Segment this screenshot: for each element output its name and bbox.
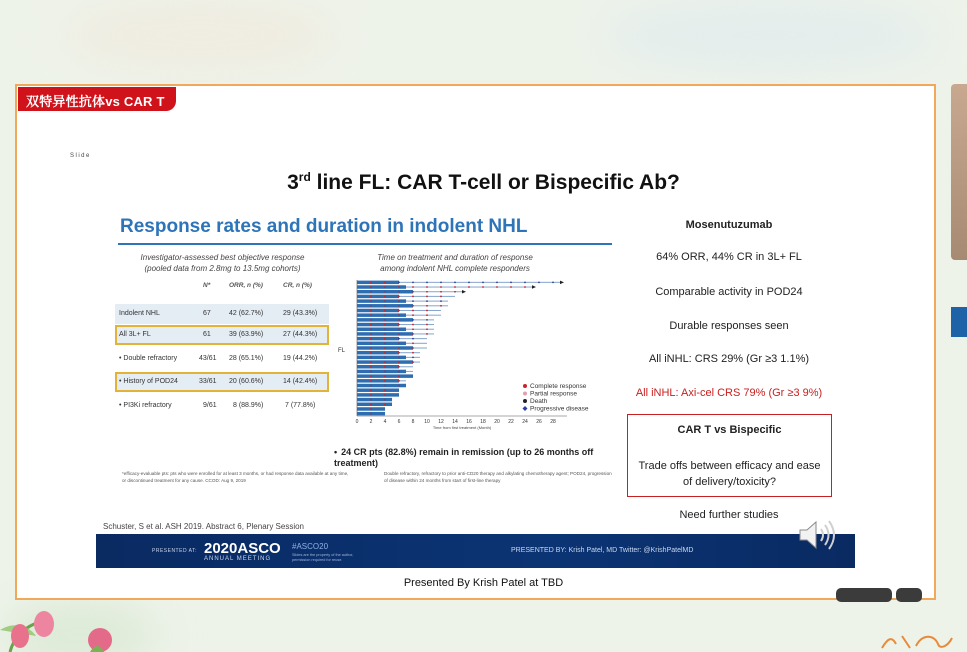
row-n: 67 xyxy=(203,310,211,317)
response-bar xyxy=(406,315,441,316)
treatment-bar xyxy=(357,403,392,406)
response-marker xyxy=(384,296,386,298)
treatment-bar xyxy=(357,295,399,298)
response-marker xyxy=(482,286,484,288)
response-marker xyxy=(398,291,400,293)
right-point: Durable responses seen xyxy=(669,320,789,332)
response-marker xyxy=(454,286,456,288)
header-orr: ORR, n (%) xyxy=(229,282,263,289)
response-marker xyxy=(398,356,400,358)
treatment-bar xyxy=(357,398,392,401)
response-marker xyxy=(384,310,386,312)
response-marker xyxy=(384,324,386,326)
row-label: • PI3Ki refractory xyxy=(119,402,172,409)
response-marker xyxy=(370,394,372,396)
response-marker xyxy=(384,300,386,302)
x-tick-label: 24 xyxy=(522,419,528,425)
response-marker xyxy=(468,286,470,288)
comparison-heading: CAR T vs Bispecific xyxy=(677,424,782,436)
response-marker xyxy=(398,375,400,377)
response-bar xyxy=(413,362,420,363)
comparison-text: Trade offs between efficacy and ease of delivery/toxicity? xyxy=(638,460,821,488)
x-tick-label: 12 xyxy=(438,419,444,425)
response-marker xyxy=(412,300,414,302)
response-marker xyxy=(398,314,400,316)
ongoing-arrow xyxy=(462,290,466,293)
response-marker xyxy=(398,296,400,298)
response-marker xyxy=(384,305,386,307)
response-marker xyxy=(370,310,372,312)
response-bar xyxy=(413,319,434,320)
citation: Schuster, S et al. ASH 2019. Abstract 6, Plenary Session xyxy=(103,522,304,531)
x-tick-label: 16 xyxy=(466,419,472,425)
right-point: 64% ORR, 44% CR in 3L+ FL xyxy=(656,251,802,263)
treatment-bar xyxy=(357,388,399,391)
legend-label: Progressive disease xyxy=(530,405,589,413)
response-marker xyxy=(370,314,372,316)
x-tick-label: 8 xyxy=(411,419,415,425)
ongoing-arrow xyxy=(532,285,536,288)
response-marker xyxy=(384,361,386,363)
x-axis-label: Time from first treatment (Month) xyxy=(432,425,492,430)
response-marker xyxy=(398,385,400,387)
response-marker xyxy=(370,281,372,283)
response-marker xyxy=(398,333,400,335)
title-number: 3 xyxy=(287,171,299,194)
x-tick-label: 26 xyxy=(536,419,542,425)
table-row xyxy=(115,349,329,369)
response-marker xyxy=(384,356,386,358)
response-marker xyxy=(398,371,400,373)
row-label: • History of POD24 xyxy=(119,378,178,385)
table-caption-line: (pooled data from 2.8mg to 13.5mg cohorts) xyxy=(144,264,301,273)
response-marker xyxy=(412,310,414,312)
response-marker xyxy=(524,281,526,283)
response-marker xyxy=(426,296,428,298)
row-cr: 19 (44.2%) xyxy=(283,355,318,362)
x-tick-label: 18 xyxy=(480,419,486,425)
response-marker xyxy=(524,286,526,288)
response-marker xyxy=(370,319,372,321)
response-marker xyxy=(370,371,372,373)
response-marker xyxy=(496,281,498,283)
response-marker xyxy=(552,281,554,283)
y-group-label: FL xyxy=(338,348,346,354)
response-marker xyxy=(468,281,470,283)
response-marker xyxy=(412,356,414,358)
response-marker xyxy=(384,399,386,401)
response-marker xyxy=(370,347,372,349)
response-marker xyxy=(384,338,386,340)
response-marker xyxy=(496,286,498,288)
row-n: 43/61 xyxy=(199,355,217,362)
response-marker xyxy=(412,347,414,349)
legend-marker-icon xyxy=(523,399,527,403)
treatment-bar xyxy=(357,281,399,284)
response-marker xyxy=(398,310,400,312)
response-bar xyxy=(413,305,448,306)
treatment-bar xyxy=(357,337,399,340)
response-marker xyxy=(384,314,386,316)
response-marker xyxy=(482,281,484,283)
x-tick-label: 4 xyxy=(383,419,387,425)
response-marker xyxy=(412,291,414,293)
right-point: Comparable activity in POD24 xyxy=(655,286,803,298)
x-tick-label: 22 xyxy=(508,419,514,425)
response-marker xyxy=(412,305,414,307)
row-cr: 29 (43.3%) xyxy=(283,310,318,317)
response-marker xyxy=(398,324,400,326)
treatment-bar xyxy=(357,351,399,354)
response-marker xyxy=(384,389,386,391)
response-marker xyxy=(370,399,372,401)
title-text: line FL: CAR T-cell or Bispecific Ab? xyxy=(310,171,680,194)
response-marker xyxy=(426,333,428,335)
row-orr: 28 (65.1%) xyxy=(229,355,264,362)
asco-banner xyxy=(96,534,855,568)
right-point-highlight: All iNHL: Axi-cel CRS 79% (Gr ≥3 9%) xyxy=(635,387,823,399)
video-control-button[interactable] xyxy=(836,588,892,602)
response-marker xyxy=(412,286,414,288)
swimmer-plot xyxy=(335,276,615,451)
response-marker xyxy=(398,342,400,344)
chart-caption xyxy=(350,252,560,274)
legend-marker-icon xyxy=(523,384,527,388)
response-marker xyxy=(440,300,442,302)
response-marker xyxy=(398,281,400,283)
response-bar xyxy=(399,310,441,311)
asco-logo: 2020ASCO xyxy=(204,540,281,557)
response-marker xyxy=(398,338,400,340)
response-marker xyxy=(398,286,400,288)
response-bar xyxy=(399,282,560,283)
response-marker xyxy=(384,286,386,288)
row-n: 9/61 xyxy=(203,402,217,409)
response-marker xyxy=(384,291,386,293)
right-heading: Mosenutuzumab xyxy=(685,219,773,231)
table-caption-line: Investigator-assessed best objective response xyxy=(140,253,305,262)
response-marker xyxy=(440,291,442,293)
response-marker xyxy=(384,347,386,349)
response-marker xyxy=(384,380,386,382)
slide-label: Slide xyxy=(70,153,91,159)
response-marker xyxy=(398,328,400,330)
bullet-icon: • xyxy=(334,447,338,457)
response-marker xyxy=(384,403,386,405)
row-label: All 3L+ FL xyxy=(119,331,151,338)
calligraphy-decoration-icon xyxy=(876,630,966,652)
response-marker xyxy=(370,356,372,358)
header-cr: CR, n (%) xyxy=(283,282,312,289)
response-marker xyxy=(538,281,540,283)
response-marker xyxy=(412,361,414,363)
response-bar xyxy=(413,347,427,348)
response-marker xyxy=(412,281,414,283)
treatment-bar xyxy=(357,393,399,396)
response-marker xyxy=(426,314,428,316)
legend-label: Complete response xyxy=(530,383,587,391)
response-marker xyxy=(440,296,442,298)
remission-note xyxy=(334,447,614,469)
response-marker xyxy=(426,300,428,302)
response-marker xyxy=(370,324,372,326)
response-marker xyxy=(412,314,414,316)
response-marker xyxy=(412,342,414,344)
response-marker xyxy=(370,338,372,340)
side-panel-tab[interactable] xyxy=(951,307,967,337)
footnote-right: Double refractory, refractory to prior anti-CD20 therapy and alkylating chemotherapy agent; POD24, progression of disease within 24 months from start of first-line therapy xyxy=(384,471,612,483)
response-marker xyxy=(370,389,372,391)
response-marker xyxy=(370,286,372,288)
slide-title xyxy=(0,170,967,195)
response-marker xyxy=(384,394,386,396)
response-marker xyxy=(398,366,400,368)
title-ordinal: rd xyxy=(298,170,311,184)
response-marker xyxy=(370,328,372,330)
row-cr: 27 (44.3%) xyxy=(283,331,318,338)
row-label: • Double refractory xyxy=(119,355,178,362)
response-bar xyxy=(399,324,434,325)
presented-at-label: PRESENTED AT: xyxy=(152,548,198,554)
response-bar xyxy=(406,329,434,330)
table-row xyxy=(115,372,329,392)
chart-caption-line: Time on treatment and duration of response xyxy=(377,253,533,262)
response-marker xyxy=(426,305,428,307)
response-bar xyxy=(406,343,427,344)
legend-marker-icon xyxy=(523,392,527,396)
response-marker xyxy=(370,305,372,307)
further-studies: Need further studies xyxy=(679,509,779,521)
row-n: 33/61 xyxy=(199,378,217,385)
response-marker xyxy=(384,371,386,373)
response-marker xyxy=(384,352,386,354)
response-marker xyxy=(370,403,372,405)
response-marker xyxy=(412,296,414,298)
response-marker xyxy=(370,333,372,335)
response-marker xyxy=(370,375,372,377)
x-tick-label: 10 xyxy=(424,419,430,425)
response-bar xyxy=(399,352,420,353)
presented-by: Presented By Krish Patel at TBD xyxy=(403,577,564,589)
response-marker xyxy=(370,296,372,298)
response-bar xyxy=(413,333,434,334)
response-marker xyxy=(412,333,414,335)
asco-meeting: ANNUAL MEETING xyxy=(204,556,272,562)
ongoing-arrow xyxy=(560,281,564,284)
response-marker xyxy=(412,352,414,354)
response-marker xyxy=(384,281,386,283)
response-marker xyxy=(398,347,400,349)
response-marker xyxy=(370,366,372,368)
response-marker xyxy=(398,352,400,354)
response-marker xyxy=(426,310,428,312)
treatment-bar xyxy=(357,379,399,382)
response-bar xyxy=(406,371,413,372)
response-marker xyxy=(370,408,372,410)
volume-icon[interactable] xyxy=(796,517,842,553)
response-marker xyxy=(412,328,414,330)
row-orr: 8 (88.9%) xyxy=(233,402,264,409)
response-marker xyxy=(370,300,372,302)
response-marker xyxy=(426,286,428,288)
response-marker xyxy=(440,286,442,288)
response-marker xyxy=(370,342,372,344)
x-tick-label: 6 xyxy=(397,419,401,425)
figure-divider xyxy=(118,243,612,245)
response-marker xyxy=(384,319,386,321)
response-marker xyxy=(412,338,414,340)
chart-caption-line: among indolent NHL complete responders xyxy=(380,264,530,273)
tulip-decoration-icon xyxy=(0,600,130,652)
response-marker xyxy=(398,305,400,307)
response-marker xyxy=(510,281,512,283)
legend-marker-icon xyxy=(523,406,528,411)
table-row xyxy=(115,304,329,324)
treatment-bar xyxy=(357,365,399,368)
asco-hashtag: #ASCO20 xyxy=(292,542,329,551)
response-marker xyxy=(370,291,372,293)
response-marker xyxy=(384,333,386,335)
response-marker xyxy=(384,385,386,387)
response-marker xyxy=(426,324,428,326)
response-marker xyxy=(384,342,386,344)
background-blur xyxy=(60,0,340,70)
row-n: 61 xyxy=(203,331,211,338)
response-marker xyxy=(384,375,386,377)
response-marker xyxy=(398,319,400,321)
header-n: N* xyxy=(203,282,211,289)
response-marker xyxy=(454,291,456,293)
response-marker xyxy=(370,413,372,415)
x-tick-label: 2 xyxy=(369,419,373,425)
response-marker xyxy=(426,319,428,321)
row-orr: 39 (63.9%) xyxy=(229,331,264,338)
treatment-bar xyxy=(357,309,399,312)
comparison-box xyxy=(627,414,832,497)
remission-text: 24 CR pts (82.8%) remain in remission (up to 26 months off treatment) xyxy=(334,447,594,468)
response-bar xyxy=(399,380,406,381)
figure-title: Response rates and duration in indolent NHL xyxy=(120,216,528,237)
table-caption xyxy=(115,252,330,274)
row-cr: 7 (77.8%) xyxy=(285,402,316,409)
response-marker xyxy=(398,300,400,302)
response-marker xyxy=(426,281,428,283)
response-marker xyxy=(398,380,400,382)
row-cr: 14 (42.4%) xyxy=(283,378,318,385)
x-tick-label: 14 xyxy=(452,419,458,425)
x-tick-label: 20 xyxy=(494,419,500,425)
asco-fineprint: Slides are the property of the author, permission required for reuse. xyxy=(292,553,354,562)
table-row xyxy=(115,325,329,345)
response-marker xyxy=(426,291,428,293)
presenter-info: PRESENTED BY: Krish Patel, MD Twitter: @KrishPatelMD xyxy=(511,547,694,554)
row-orr: 20 (60.6%) xyxy=(229,378,264,385)
row-label: Indolent NHL xyxy=(119,310,160,317)
legend-label: Death xyxy=(530,398,548,406)
footnote-left: *efficacy-evaluable pts: pts who were enrolled for at least 3 months, or had response data available at any time, or discontinued treatment for any cause. CCOD: Aug 9, 2019 xyxy=(122,471,349,483)
background-blur xyxy=(600,0,940,70)
x-tick-label: 28 xyxy=(550,419,556,425)
response-marker xyxy=(412,324,414,326)
right-point: All iNHL: CRS 29% (Gr ≥3 1.1%) xyxy=(648,353,810,365)
response-marker xyxy=(440,305,442,307)
row-orr: 42 (62.7%) xyxy=(229,310,264,317)
response-marker xyxy=(440,281,442,283)
response-marker xyxy=(370,361,372,363)
response-marker xyxy=(510,286,512,288)
topic-tag: 双特异性抗体vs CAR T xyxy=(18,87,176,111)
response-marker xyxy=(384,366,386,368)
treatment-bar xyxy=(357,323,399,326)
response-marker xyxy=(426,328,428,330)
x-tick-label: 0 xyxy=(355,419,359,425)
response-marker xyxy=(412,319,414,321)
response-marker xyxy=(370,352,372,354)
response-marker xyxy=(384,328,386,330)
legend-label: Partial response xyxy=(530,390,577,398)
video-settings-button[interactable] xyxy=(896,588,922,602)
response-marker xyxy=(454,281,456,283)
table-row xyxy=(115,396,329,416)
response-bar xyxy=(399,366,413,367)
response-marker xyxy=(370,380,372,382)
response-marker xyxy=(370,385,372,387)
response-marker xyxy=(398,361,400,363)
